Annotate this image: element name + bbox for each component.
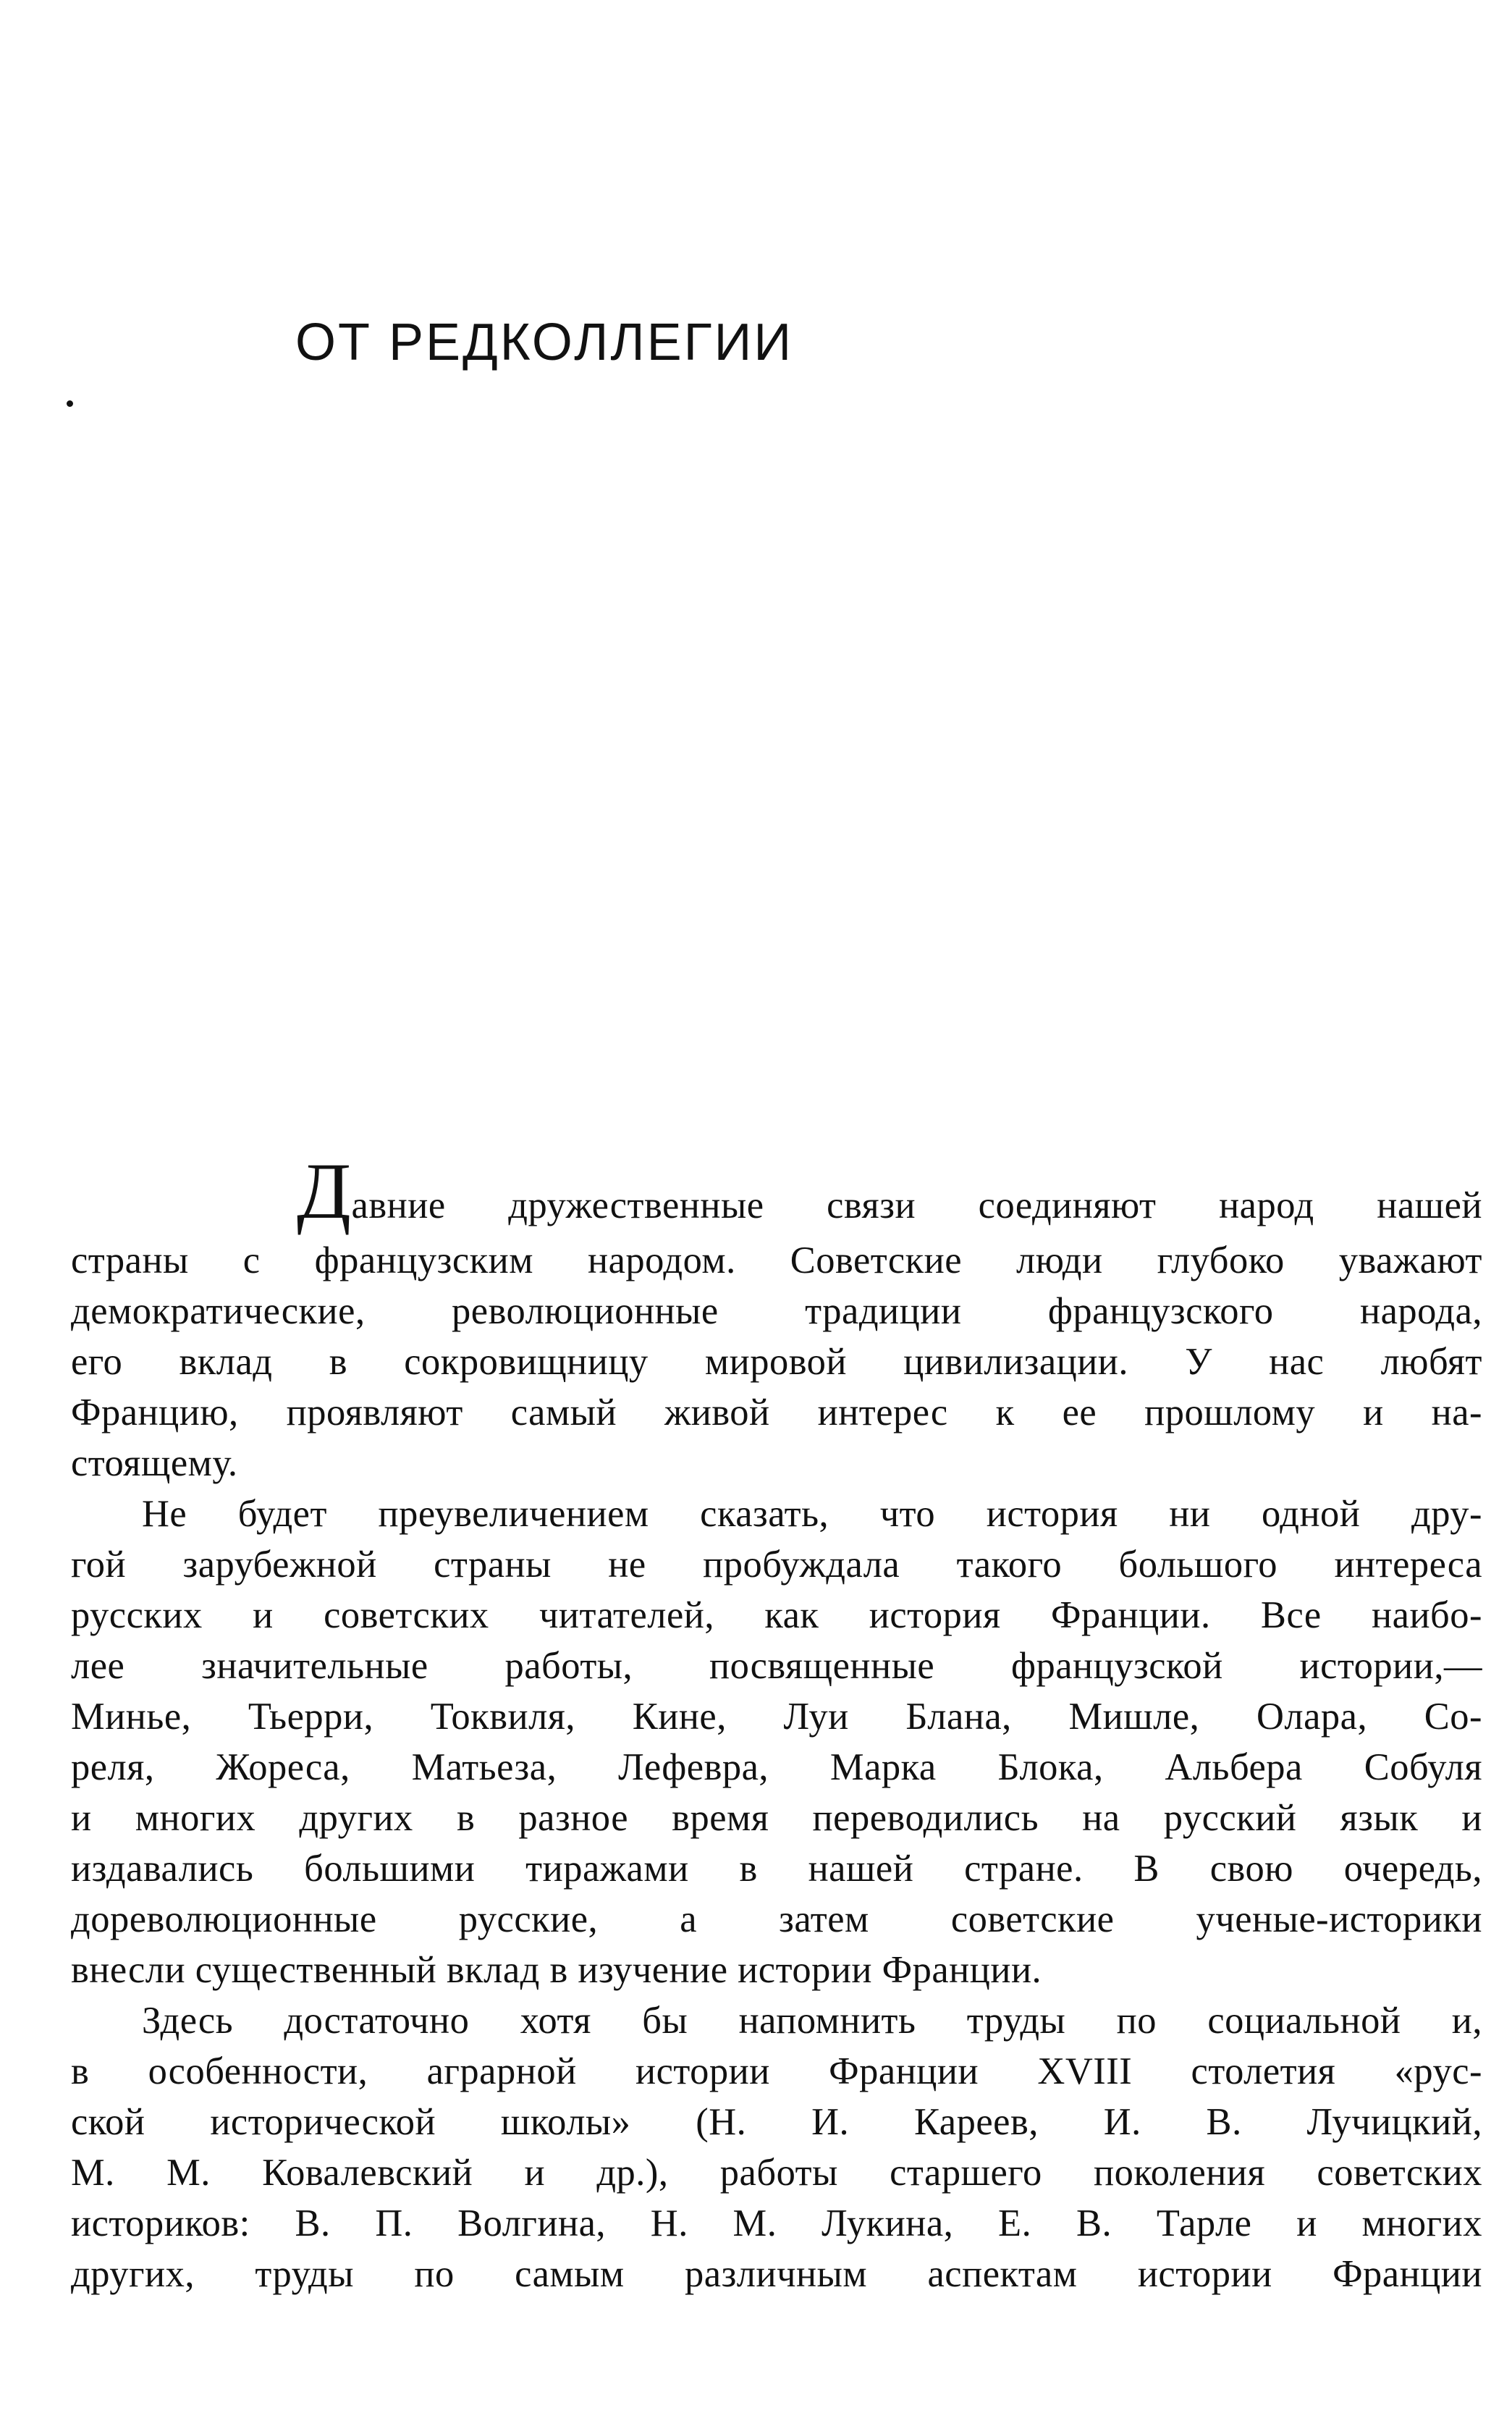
text-line: в особенности, аграрной истории Франции XVIII столетия «рус- <box>71 2050 1482 2092</box>
text-line: Не будет преувеличением сказать, что история ни одной дру- <box>142 1493 1482 1535</box>
page-title: ОТ РЕДКОЛЛЕГИИ <box>295 313 794 371</box>
text-line: стоящему. <box>71 1442 238 1484</box>
paragraph-1 <box>71 1147 1482 1489</box>
text-line: реля, Жореса, Матьеза, Лефевра, Марка Блока, Альбера Собуля <box>71 1746 1482 1788</box>
text-line: Здесь достаточно хотя бы напомнить труды по социальной и, <box>142 2000 1482 2042</box>
text-line: страны с французским народом. Советские люди глубоко уважают <box>71 1239 1482 1281</box>
text-line <box>71 1147 1482 1235</box>
text-line-content: авние дружественные связи соединяют народ нашей <box>351 1184 1482 1226</box>
paragraph-3 <box>71 1995 1482 2299</box>
text-line: русских и советских читателей, как история Франции. Все наибо- <box>71 1594 1482 1636</box>
text-line: М. М. Ковалевский и др.), работы старшего поколения советских <box>71 2152 1482 2194</box>
text-line: историков: В. П. Волгина, Н. М. Лукина, Е. В. Тарле и многих <box>71 2202 1482 2244</box>
text-line: ской исторической школы» (Н. И. Кареев, И. В. Лучицкий, <box>71 2101 1482 2143</box>
text-line: внесли существенный вклад в изучение истории Франции. <box>71 1949 1042 1991</box>
text-line: и многих других в разное время переводились на русский язык и <box>71 1797 1482 1839</box>
stray-dot-mark <box>67 400 73 407</box>
text-line: Минье, Тьерри, Токвиля, Кине, Луи Блана, Мишле, Олара, Со- <box>71 1696 1482 1738</box>
drop-cap: Д <box>297 1147 352 1235</box>
text-line: других, труды по самым различным аспектам истории Франции <box>71 2253 1482 2295</box>
text-line: лее значительные работы, посвященные французской истории,— <box>71 1645 1482 1687</box>
text-line: гой зарубежной страны не пробуждала такого большого интереса <box>71 1544 1482 1586</box>
text-line: его вклад в сокровищницу мировой цивилизации. У нас любят <box>71 1341 1482 1383</box>
text-line: демократические, революционные традиции французского народа, <box>71 1290 1482 1332</box>
text-line: Францию, проявляют самый живой интерес к ее прошлому и на- <box>71 1392 1482 1434</box>
paragraph-2 <box>71 1489 1482 1995</box>
main-text <box>71 1147 1482 2299</box>
text-line: дореволюционные русские, а затем советские ученые-историки <box>71 1898 1482 1940</box>
text-line: издавались большими тиражами в нашей стране. В свою очередь, <box>71 1848 1482 1890</box>
